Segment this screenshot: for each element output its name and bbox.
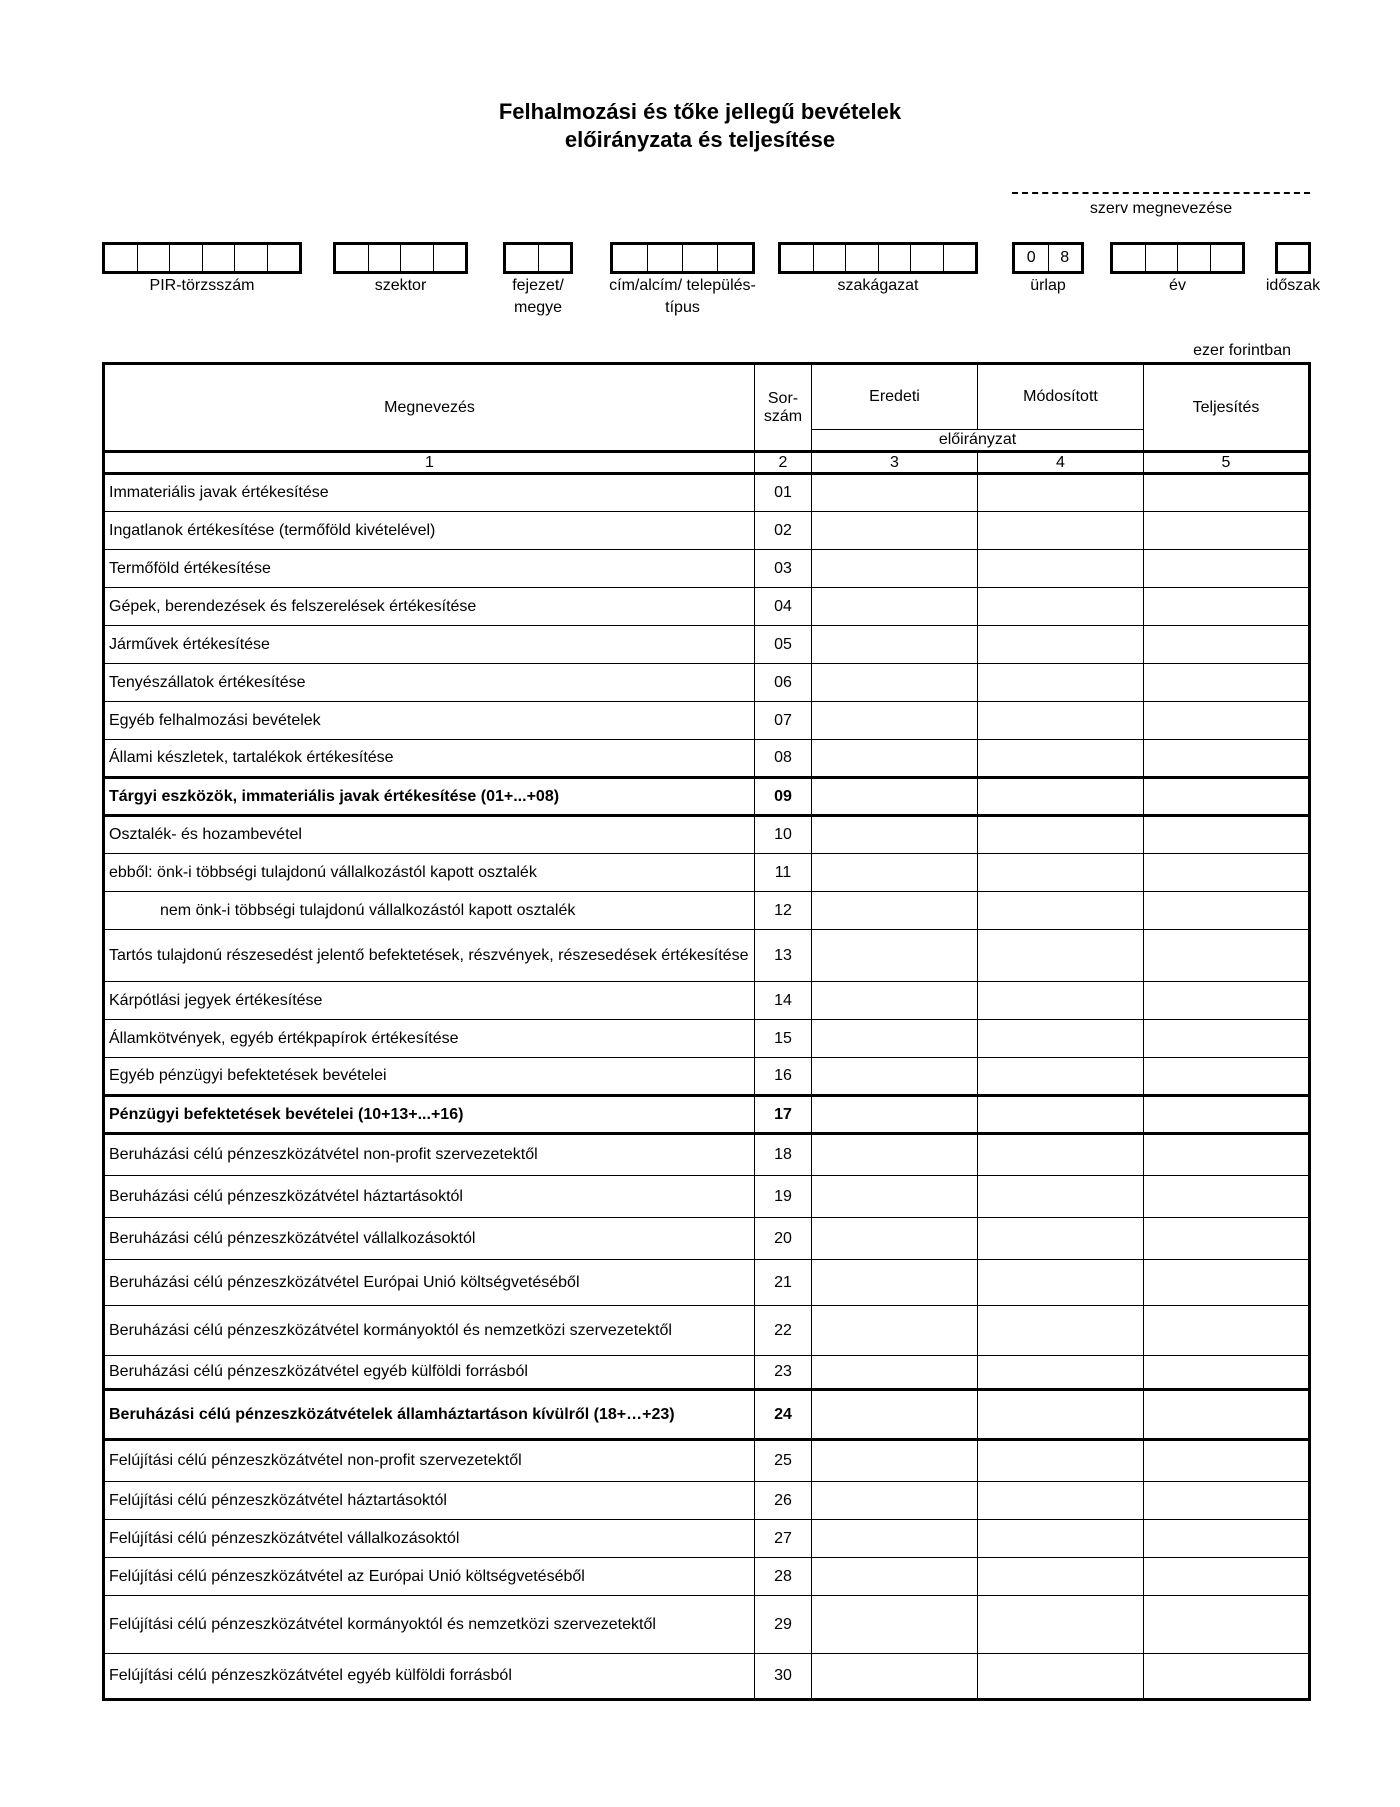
- input-cell-modositott[interactable]: [978, 1440, 1144, 1482]
- table-row: [104, 1654, 1310, 1700]
- code-box-label: PIR-törzsszám: [149, 277, 255, 294]
- input-cell-modositott[interactable]: [978, 982, 1144, 1020]
- row-number: 07: [755, 702, 812, 740]
- header-sorszam: [755, 364, 812, 452]
- row-number: 17: [755, 1096, 812, 1134]
- input-cell-eredeti[interactable]: [812, 1482, 978, 1520]
- row-number: 13: [755, 930, 812, 982]
- input-cell-modositott[interactable]: [978, 1134, 1144, 1176]
- input-cell-modositott[interactable]: [978, 740, 1144, 778]
- input-cell-modositott[interactable]: [978, 1390, 1144, 1440]
- input-cell-modositott[interactable]: [978, 1176, 1144, 1218]
- row-label: Immateriális javak értékesítése: [104, 474, 755, 512]
- input-cell-eredeti[interactable]: [812, 816, 978, 854]
- code-box-cell[interactable]: [434, 245, 466, 271]
- input-cell-eredeti[interactable]: [812, 474, 978, 512]
- code-box-label: cím/alcím/ település-típus: [609, 277, 756, 316]
- input-cell-eredeti[interactable]: [812, 1440, 978, 1482]
- input-cell-modositott[interactable]: [978, 1020, 1144, 1058]
- row-number: 28: [755, 1558, 812, 1596]
- row-number: 01: [755, 474, 812, 512]
- input-cell-modositott[interactable]: [978, 626, 1144, 664]
- input-cell-eredeti[interactable]: [812, 1134, 978, 1176]
- code-box-label: szektor: [374, 277, 427, 294]
- row-label: Államkötvények, egyéb értékpapírok értékesítése: [104, 1020, 755, 1058]
- input-cell-modositott[interactable]: [978, 1260, 1144, 1306]
- code-box-cell[interactable]: [105, 245, 138, 271]
- input-cell-teljesites[interactable]: [1144, 816, 1310, 854]
- code-box-cell[interactable]: 0: [1015, 245, 1049, 271]
- input-cell-eredeti[interactable]: [812, 588, 978, 626]
- code-box-cell[interactable]: [1211, 245, 1243, 271]
- input-cell-teljesites[interactable]: [1144, 664, 1310, 702]
- input-cell-eredeti[interactable]: [812, 1654, 978, 1700]
- input-cell-teljesites[interactable]: [1144, 1440, 1310, 1482]
- table-row: [104, 1260, 1310, 1306]
- code-box-cell[interactable]: [814, 245, 847, 271]
- row-label: Felújítási célú pénzeszközátvétel vállalkozásoktól: [104, 1520, 755, 1558]
- table-row: [104, 892, 1310, 930]
- input-cell-eredeti[interactable]: [812, 512, 978, 550]
- row-label: nem önk-i többségi tulajdonú vállalkozástól kapott osztalék: [104, 892, 755, 930]
- input-cell-eredeti[interactable]: [812, 1020, 978, 1058]
- input-cell-eredeti[interactable]: [812, 1176, 978, 1218]
- input-cell-teljesites[interactable]: [1144, 550, 1310, 588]
- table-row: [104, 1176, 1310, 1218]
- input-cell-modositott[interactable]: [978, 854, 1144, 892]
- code-box-cell[interactable]: [1278, 245, 1308, 271]
- table-row: [104, 1306, 1310, 1356]
- code-box-cell[interactable]: [369, 245, 402, 271]
- table-row: [104, 1020, 1310, 1058]
- row-number: 11: [755, 854, 812, 892]
- input-cell-eredeti[interactable]: [812, 1306, 978, 1356]
- input-cell-teljesites[interactable]: [1144, 930, 1310, 982]
- code-box-group: [1110, 242, 1245, 274]
- row-number: 18: [755, 1134, 812, 1176]
- input-cell-modositott[interactable]: [978, 702, 1144, 740]
- input-cell-eredeti[interactable]: [812, 778, 978, 816]
- input-cell-teljesites[interactable]: [1144, 1356, 1310, 1390]
- input-cell-teljesites[interactable]: [1144, 512, 1310, 550]
- code-box-group: [333, 242, 468, 274]
- input-cell-modositott[interactable]: [978, 1058, 1144, 1096]
- row-label: Járművek értékesítése: [104, 626, 755, 664]
- input-cell-eredeti[interactable]: [812, 854, 978, 892]
- row-label: Felújítási célú pénzeszközátvétel non-profit szervezetektől: [104, 1440, 755, 1482]
- input-cell-teljesites[interactable]: [1144, 854, 1310, 892]
- code-box-group: [1275, 242, 1311, 274]
- input-cell-teljesites[interactable]: [1144, 1390, 1310, 1440]
- input-cell-modositott[interactable]: [978, 550, 1144, 588]
- row-number: 06: [755, 664, 812, 702]
- row-label: Beruházási célú pénzeszközátvételek államháztartáson kívülről (18+…+23): [104, 1390, 755, 1440]
- row-label: Beruházási célú pénzeszközátvétel Európai Unió költségvetéséből: [104, 1260, 755, 1306]
- row-label: Gépek, berendezések és felszerelések értékesítése: [104, 588, 755, 626]
- row-label: Tenyészállatok értékesítése: [104, 664, 755, 702]
- input-cell-teljesites[interactable]: [1144, 702, 1310, 740]
- col-number: 2: [755, 452, 812, 474]
- row-number: 29: [755, 1596, 812, 1654]
- code-box-cell[interactable]: [781, 245, 814, 271]
- revenue-table: [102, 362, 1311, 1701]
- input-cell-modositott[interactable]: [978, 1596, 1144, 1654]
- row-label: Osztalék- és hozambevétel: [104, 816, 755, 854]
- row-label: Termőföld értékesítése: [104, 550, 755, 588]
- input-cell-eredeti[interactable]: [812, 740, 978, 778]
- code-box-cell[interactable]: [506, 245, 539, 271]
- table-row: [104, 740, 1310, 778]
- table-row: [104, 664, 1310, 702]
- szerv-label: szerv megnevezése: [1089, 200, 1233, 217]
- page-title: [0, 98, 1400, 154]
- table-row: [104, 1596, 1310, 1654]
- code-box-cell[interactable]: [235, 245, 268, 271]
- input-cell-teljesites[interactable]: [1144, 1482, 1310, 1520]
- code-box-label: ürlap: [1030, 277, 1066, 294]
- table-row: [104, 626, 1310, 664]
- table-row: [104, 930, 1310, 982]
- header-sorszam-line1: Sor-: [767, 389, 799, 407]
- row-number: 27: [755, 1520, 812, 1558]
- row-number: 10: [755, 816, 812, 854]
- table-row: [104, 1134, 1310, 1176]
- row-label: Ingatlanok értékesítése (termőföld kivételével): [104, 512, 755, 550]
- input-cell-teljesites[interactable]: [1144, 1306, 1310, 1356]
- input-cell-teljesites[interactable]: [1144, 1058, 1310, 1096]
- input-cell-modositott[interactable]: [978, 1306, 1144, 1356]
- row-label: Felújítási célú pénzeszközátvétel egyéb külföldi forrásból: [104, 1654, 755, 1700]
- input-cell-teljesites[interactable]: [1144, 892, 1310, 930]
- row-number: 23: [755, 1356, 812, 1390]
- table-row: [104, 778, 1310, 816]
- input-cell-modositott[interactable]: [978, 474, 1144, 512]
- input-cell-modositott[interactable]: [978, 664, 1144, 702]
- table-row: [104, 1390, 1310, 1440]
- code-box-group: [778, 242, 978, 274]
- input-cell-eredeti[interactable]: [812, 1096, 978, 1134]
- header-eloiranyzat: előirányzat: [812, 430, 1144, 452]
- code-box-cell[interactable]: [613, 245, 648, 271]
- code-box-cell[interactable]: [944, 245, 976, 271]
- input-cell-modositott[interactable]: [978, 816, 1144, 854]
- row-label: Beruházási célú pénzeszközátvétel háztartásoktól: [104, 1176, 755, 1218]
- row-number: 08: [755, 740, 812, 778]
- table-row: [104, 702, 1310, 740]
- table-row: [104, 588, 1310, 626]
- input-cell-teljesites[interactable]: [1144, 626, 1310, 664]
- code-box-label: időszak: [1265, 277, 1321, 294]
- row-label: Egyéb felhalmozási bevételek: [104, 702, 755, 740]
- code-box-cell[interactable]: [138, 245, 171, 271]
- table-row: [104, 550, 1310, 588]
- row-number: 26: [755, 1482, 812, 1520]
- title-line-2: előirányzata és teljesítése: [564, 127, 836, 152]
- table-row: [104, 854, 1310, 892]
- input-cell-teljesites[interactable]: [1144, 474, 1310, 512]
- code-box-cell[interactable]: [1113, 245, 1146, 271]
- input-cell-teljesites[interactable]: [1144, 1218, 1310, 1260]
- code-box-cell[interactable]: [170, 245, 203, 271]
- input-cell-modositott[interactable]: [978, 512, 1144, 550]
- row-number: 15: [755, 1020, 812, 1058]
- code-box-group: [610, 242, 755, 274]
- header-modositott: Módosított: [978, 364, 1144, 430]
- input-cell-modositott[interactable]: [978, 1654, 1144, 1700]
- input-cell-modositott[interactable]: [978, 778, 1144, 816]
- row-label: Beruházási célú pénzeszközátvétel non-profit szervezetektől: [104, 1134, 755, 1176]
- row-number: 21: [755, 1260, 812, 1306]
- szerv-name-field[interactable]: [1012, 192, 1310, 194]
- table-row: [104, 1440, 1310, 1482]
- code-box-cell[interactable]: [648, 245, 683, 271]
- input-cell-modositott[interactable]: [978, 1218, 1144, 1260]
- code-box-cell[interactable]: [1178, 245, 1211, 271]
- code-box-cell[interactable]: [539, 245, 571, 271]
- input-cell-eredeti[interactable]: [812, 1058, 978, 1096]
- table-row: [104, 1482, 1310, 1520]
- header-megnevezes: Megnevezés: [104, 364, 755, 452]
- row-label: Állami készletek, tartalékok értékesítése: [104, 740, 755, 778]
- input-cell-eredeti[interactable]: [812, 1260, 978, 1306]
- title-line-1: Felhalmozási és tőke jellegű bevételek: [498, 99, 902, 124]
- input-cell-modositott[interactable]: [978, 892, 1144, 930]
- row-number: 22: [755, 1306, 812, 1356]
- row-label: Felújítási célú pénzeszközátvétel kormányoktól és nemzetközi szervezetektől: [104, 1596, 755, 1654]
- row-number: 20: [755, 1218, 812, 1260]
- code-box-label: fejezet/ megye: [512, 277, 564, 316]
- code-box-cell[interactable]: [1146, 245, 1179, 271]
- input-cell-eredeti[interactable]: [812, 550, 978, 588]
- table-row: [104, 474, 1310, 512]
- input-cell-eredeti[interactable]: [812, 664, 978, 702]
- input-cell-modositott[interactable]: [978, 1356, 1144, 1390]
- input-cell-modositott[interactable]: [978, 930, 1144, 982]
- row-label: Pénzügyi befektetések bevételei (10+13+...+16): [104, 1096, 755, 1134]
- row-number: 02: [755, 512, 812, 550]
- input-cell-teljesites[interactable]: [1144, 1134, 1310, 1176]
- input-cell-modositott[interactable]: [978, 1482, 1144, 1520]
- input-cell-teljesites[interactable]: [1144, 1654, 1310, 1700]
- input-cell-eredeti[interactable]: [812, 702, 978, 740]
- input-cell-teljesites[interactable]: [1144, 1020, 1310, 1058]
- table-row: [104, 1558, 1310, 1596]
- col-number: 1: [104, 452, 755, 474]
- row-number: 19: [755, 1176, 812, 1218]
- row-number: 25: [755, 1440, 812, 1482]
- code-box-group: [503, 242, 573, 274]
- input-cell-eredeti[interactable]: [812, 1596, 978, 1654]
- input-cell-teljesites[interactable]: [1144, 1096, 1310, 1134]
- code-box-label: év: [1169, 277, 1186, 294]
- row-label: Felújítási célú pénzeszközátvétel háztartásoktól: [104, 1482, 755, 1520]
- table-row: [104, 512, 1310, 550]
- input-cell-eredeti[interactable]: [812, 1356, 978, 1390]
- row-label: Kárpótlási jegyek értékesítése: [104, 982, 755, 1020]
- code-box-cell[interactable]: [911, 245, 944, 271]
- row-number: 16: [755, 1058, 812, 1096]
- row-label: Beruházási célú pénzeszközátvétel kormányoktól és nemzetközi szervezetektől: [104, 1306, 755, 1356]
- table-row: [104, 1096, 1310, 1134]
- row-label: Beruházási célú pénzeszközátvétel egyéb külföldi forrásból: [104, 1356, 755, 1390]
- col-number: 4: [978, 452, 1144, 474]
- row-label: Tartós tulajdonú részesedést jelentő befektetések, részvények, részesedések értékesítése: [104, 930, 755, 982]
- header-teljesites: Teljesítés: [1144, 364, 1310, 452]
- input-cell-eredeti[interactable]: [812, 626, 978, 664]
- code-box-cell[interactable]: [879, 245, 912, 271]
- col-number: 5: [1144, 452, 1310, 474]
- input-cell-eredeti[interactable]: [812, 982, 978, 1020]
- input-cell-teljesites[interactable]: [1144, 1176, 1310, 1218]
- row-number: 05: [755, 626, 812, 664]
- input-cell-teljesites[interactable]: [1144, 1596, 1310, 1654]
- row-label: Egyéb pénzügyi befektetések bevételei: [104, 1058, 755, 1096]
- row-label: ebből: önk-i többségi tulajdonú vállalkozástól kapott osztalék: [104, 854, 755, 892]
- input-cell-modositott[interactable]: [978, 1096, 1144, 1134]
- input-cell-eredeti[interactable]: [812, 892, 978, 930]
- row-number: 04: [755, 588, 812, 626]
- unit-label: ezer forintban: [1193, 342, 1291, 359]
- row-label: Felújítási célú pénzeszközátvétel az Európai Unió költségvetéséből: [104, 1558, 755, 1596]
- input-cell-teljesites[interactable]: [1144, 588, 1310, 626]
- input-cell-modositott[interactable]: [978, 588, 1144, 626]
- input-cell-teljesites[interactable]: [1144, 740, 1310, 778]
- table-row: [104, 1218, 1310, 1260]
- table-row: [104, 1520, 1310, 1558]
- code-box-cell[interactable]: [268, 245, 300, 271]
- code-box-group: [1012, 242, 1084, 274]
- code-box-cell[interactable]: 8: [1060, 249, 1070, 266]
- row-number: 03: [755, 550, 812, 588]
- row-number: 24: [755, 1390, 812, 1440]
- input-cell-eredeti[interactable]: [812, 1390, 978, 1440]
- input-cell-teljesites[interactable]: [1144, 982, 1310, 1020]
- row-number: 30: [755, 1654, 812, 1700]
- code-box-group: [102, 242, 302, 274]
- input-cell-teljesites[interactable]: [1144, 1260, 1310, 1306]
- row-number: 09: [755, 778, 812, 816]
- code-box-cell[interactable]: [683, 245, 718, 271]
- row-label: Beruházási célú pénzeszközátvétel vállalkozásoktól: [104, 1218, 755, 1260]
- input-cell-eredeti[interactable]: [812, 1520, 978, 1558]
- input-cell-eredeti[interactable]: [812, 1558, 978, 1596]
- code-box-cell[interactable]: [718, 245, 752, 271]
- input-cell-teljesites[interactable]: [1144, 1520, 1310, 1558]
- table-row: [104, 982, 1310, 1020]
- col-number: 3: [812, 452, 978, 474]
- code-box-cell[interactable]: [203, 245, 236, 271]
- row-number: 12: [755, 892, 812, 930]
- header-sorszam-line2: szám: [763, 407, 803, 425]
- table-row: [104, 1356, 1310, 1390]
- row-number: 14: [755, 982, 812, 1020]
- row-label: Tárgyi eszközök, immateriális javak értékesítése (01+...+08): [104, 778, 755, 816]
- input-cell-teljesites[interactable]: [1144, 1558, 1310, 1596]
- code-box-cell[interactable]: [846, 245, 879, 271]
- input-cell-modositott[interactable]: [978, 1520, 1144, 1558]
- table-row: [104, 1058, 1310, 1096]
- input-cell-modositott[interactable]: [978, 1558, 1144, 1596]
- code-box-cell[interactable]: [336, 245, 369, 271]
- table-row: [104, 816, 1310, 854]
- code-box-cell[interactable]: [401, 245, 434, 271]
- header-eredeti: Eredeti: [812, 364, 978, 430]
- code-box-label: szakágazat: [837, 277, 919, 294]
- input-cell-eredeti[interactable]: [812, 1218, 978, 1260]
- input-cell-eredeti[interactable]: [812, 930, 978, 982]
- input-cell-teljesites[interactable]: [1144, 778, 1310, 816]
